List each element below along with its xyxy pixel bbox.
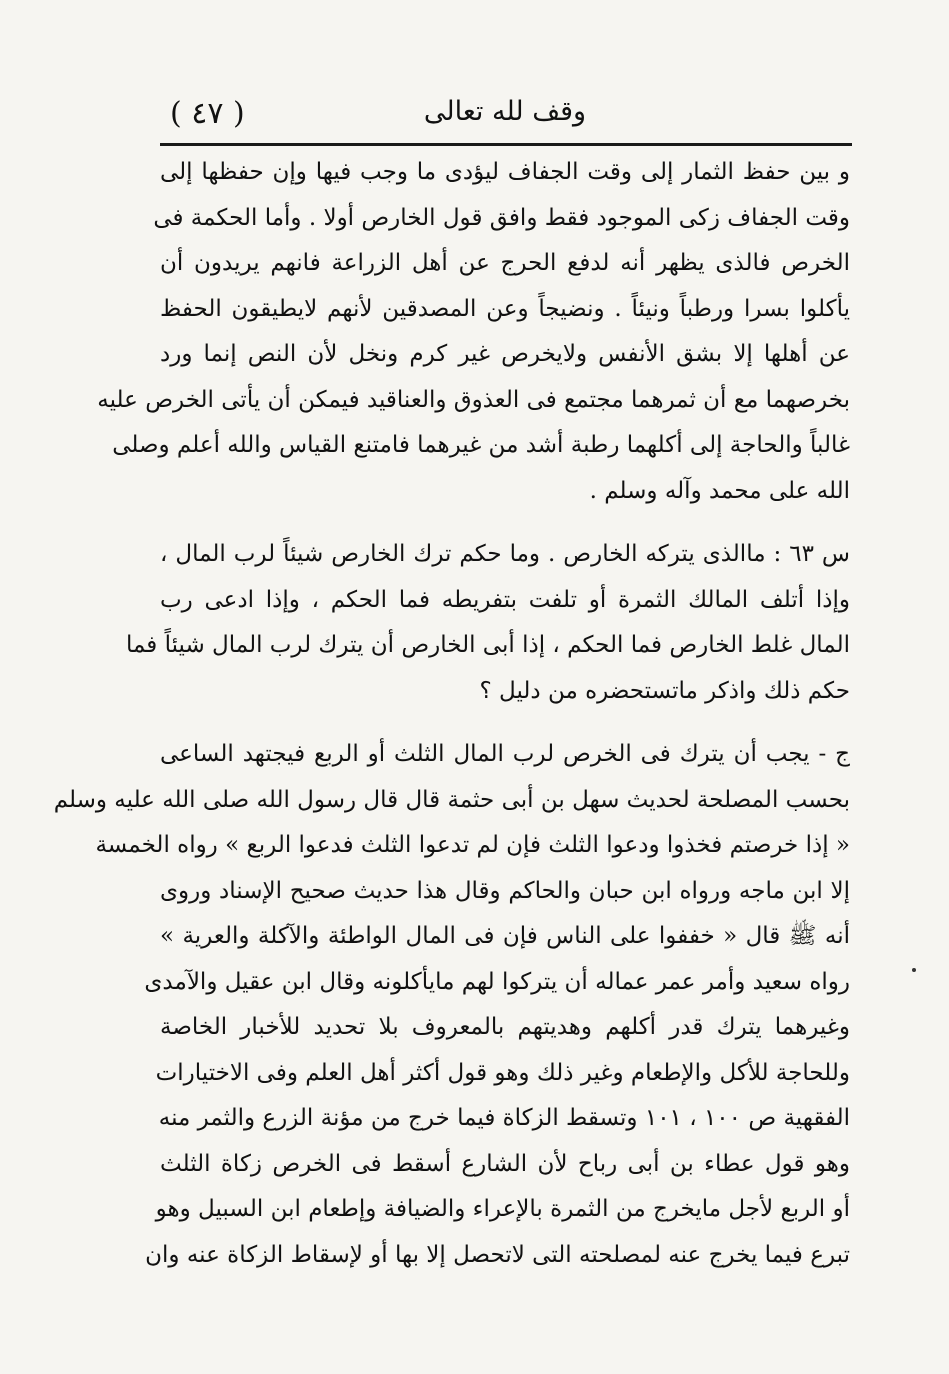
paragraph	[125, 532, 851, 714]
page-header	[160, 90, 850, 140]
text-line: المال غلط الخارص فما الحكم ، إذا أبى الخارص أن يترك لرب المال شيئاً فما	[125, 632, 850, 658]
text-line: بخرصهما مع أن ثمرهما مجتمع فى العذوق والعناقيد فيمكن أن يأتى الخرص عليه	[97, 386, 850, 413]
text-line: س ٦٣ : ماالذى يتركه الخارص . وما حكم ترك الخارص شيئاً لرب المال ،	[160, 541, 851, 567]
scan-speck	[912, 968, 916, 972]
paragraph	[97, 150, 850, 514]
text-line: بحسب المصلحة لحديث سهل بن أبى حثمة قال قال رسول الله صلى الله عليه وسلم	[53, 786, 850, 813]
text-line: أنه ﷺ قال « خففوا على الناس فإن فى المال الواطئة والآكلة والعرية »	[160, 923, 850, 949]
text-line: يأكلوا بسرا ورطباً ونيئاً . ونضيجاً وعن المصدقين لأنهم لايطيقون الحفظ	[160, 295, 850, 322]
text-line: « إذا خرصتم فخذوا ودعوا الثلث فإن لم تدعوا الثلث فدعوا الربع » رواه الخمسة	[95, 832, 850, 858]
text-line: غالباً والحاجة إلى أكلهما رطبة أشد من غيرهما فامتنع القياس والله أعلم وصلى	[112, 432, 850, 458]
text-line: ج - يجب أن يترك فى الخرص لرب المال الثلث أو الربع فيجتهد الساعى	[160, 741, 850, 767]
text-line: و بين حفظ الثمار إلى وقت الجفاف ليؤدى ما وجب فيها وإن حفظها إلى	[160, 159, 850, 185]
text-line: الله على محمد وآله وسلم .	[589, 477, 850, 504]
body-text	[53, 150, 851, 1278]
text-line: إلا ابن ماجه ورواه ابن حبان والحاكم وقال هذا حديث صحيح الإسناد وروى	[160, 877, 850, 904]
text-line: عن أهلها إلا بشق الأنفس ولايخرص غير كرم ونخل لأن النص إنما ورد	[160, 341, 850, 367]
text-line: تبرع فيما يخرج عنه لمصلحته التى لاتحصل إلا بها أو لإسقاط الزكاة عنه وان	[145, 1241, 850, 1268]
header-rule	[160, 143, 852, 146]
text-line: وللحاجة للأكل والإطعام وغير ذلك وهو قول أكثر أهل العلم وفى الاختيارات	[155, 1059, 850, 1086]
text-line: وغيرهما يترك قدر أكلهم وهديتهم بالمعروف بلا تحديد للأخبار الخاصة	[160, 1014, 850, 1040]
text-line: حكم ذلك واذكر ماتستحضره من دليل ؟	[479, 677, 850, 704]
text-line: وقت الجفاف زكى الموجود فقط وافق قول الخارص أولا . وأما الحكمة فى	[153, 204, 850, 231]
running-title: وقف لله تعالى	[423, 96, 587, 127]
text-line: أو الربع لأجل مايخرج من الثمرة بالإعراء والضيافة وإطعام ابن السبيل وهو	[155, 1196, 850, 1222]
text-line: الفقهية ص ١٠٠ ، ١٠١ وتسقط الزكاة فيما خرج من مؤنة الزرع والثمر منه	[158, 1105, 850, 1131]
text-line: وهو قول عطاء بن أبى رباح لأن الشارع أسقط فى الخرص زكاة الثلث	[160, 1150, 850, 1177]
text-line: وإذا أتلف المالك الثمرة أو تلفت بتفريطه فما الحكم ، وإذا ادعى رب	[160, 586, 850, 613]
paragraph-gap	[160, 714, 850, 732]
text-line: الخرص فالذى يظهر أنه لدفع الحرج عن أهل الزراعة فانهم يريدون أن	[160, 250, 850, 276]
paragraph-gap	[160, 514, 850, 532]
page-number: ( ٤٧ )	[170, 96, 245, 131]
text-line: رواه سعيد وأمر عمر عماله أن يتركوا لهم مايأكلونه وقال ابن عقيل والآمدى	[144, 968, 850, 995]
paragraph	[53, 732, 850, 1278]
